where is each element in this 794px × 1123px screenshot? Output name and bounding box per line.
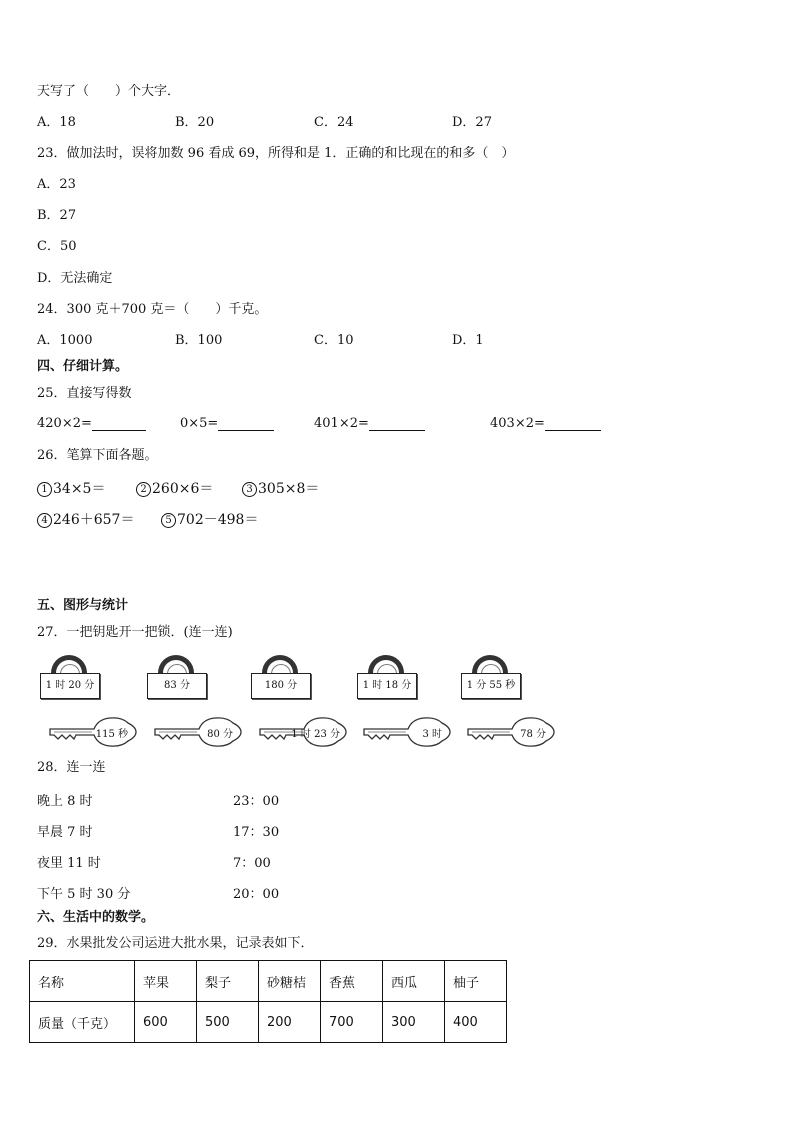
q22-option-b[interactable]: B．20 [175, 115, 215, 130]
q23-option-b[interactable]: B．27 [37, 208, 77, 223]
table-cell: 梨子 [197, 961, 259, 1002]
circled-number-2: 2 [136, 482, 151, 497]
circled-number-3: 3 [242, 482, 257, 497]
q26-item-3-expr: 305×8＝ [258, 481, 320, 497]
q24-option-a[interactable]: A．1000 [37, 333, 93, 348]
key-3[interactable] [256, 713, 348, 751]
key-label-4: 3 时 [422, 729, 442, 740]
table-header-row [30, 961, 507, 1002]
q26-item-4 [37, 509, 134, 529]
q22-option-a[interactable]: A．18 [37, 115, 76, 130]
table-cell: 柚子 [445, 961, 507, 1002]
q22-option-d[interactable]: D．27 [452, 115, 492, 130]
q26-item-1 [37, 478, 105, 498]
q28-left-4[interactable]: 下午 5 时 30 分 [37, 887, 131, 902]
table-cell: 西瓜 [383, 961, 445, 1002]
q28-left-1[interactable]: 晚上 8 时 [37, 794, 93, 809]
q24-option-d[interactable]: D．1 [452, 333, 484, 348]
section-4-title: 四、仔细计算。 [37, 359, 129, 374]
q24-option-c[interactable]: C．10 [314, 333, 354, 348]
q28-right-4[interactable]: 20：00 [233, 887, 280, 902]
table-cell: 700 [321, 1002, 383, 1043]
table-cell: 200 [259, 1002, 321, 1043]
circled-number-4: 4 [37, 513, 52, 528]
q25-item-4-expr: 403×2= [490, 416, 545, 431]
q23-option-d[interactable]: D．无法确定 [37, 271, 113, 286]
key-label-3: 1 时 23 分 [291, 729, 340, 740]
lock-label-5: 1 分 55 秒 [461, 673, 521, 699]
key-label-5: 78 分 [520, 729, 546, 740]
key-2[interactable] [151, 713, 243, 751]
q26-item-1-expr: 34×5＝ [53, 481, 106, 497]
key-label-1: 115 秒 [95, 729, 128, 740]
key-4[interactable] [360, 713, 452, 751]
table-cell: 300 [383, 1002, 445, 1043]
circled-number-1: 1 [37, 482, 52, 497]
q25-stem: 25．直接写得数 [37, 386, 132, 401]
section-5-title: 五、图形与统计 [37, 598, 129, 613]
q22-continuation: 天写了（ ）个大字． [37, 84, 181, 99]
q25-item-3-expr: 401×2= [314, 416, 369, 431]
q25-item-4 [490, 416, 601, 431]
q25-answer-blank-3[interactable] [369, 416, 425, 431]
section-6-title: 六、生活中的数学。 [37, 910, 155, 925]
q26-item-2-expr: 260×6＝ [152, 481, 214, 497]
q29-stem: 29．水果批发公司运进大批水果，记录表如下． [37, 936, 314, 951]
lock-label-1: 1 时 20 分 [40, 673, 100, 699]
q25-item-3 [314, 416, 425, 431]
q22-option-c[interactable]: C．24 [314, 115, 354, 130]
lock-label-2: 83 分 [147, 673, 207, 699]
q26-item-5 [161, 509, 258, 529]
q24-stem: 24．300 克＋700 克＝（ ）千克。 [37, 302, 268, 317]
q26-item-3 [242, 478, 319, 498]
lock-1[interactable] [40, 655, 102, 703]
lock-5[interactable] [461, 655, 523, 703]
q25-item-2-expr: 0×5= [180, 416, 219, 431]
q25-answer-blank-1[interactable] [92, 416, 146, 431]
q28-right-2[interactable]: 17：30 [233, 825, 280, 840]
q24-option-b[interactable]: B．100 [175, 333, 223, 348]
q25-item-1-expr: 420×2= [37, 416, 92, 431]
q23-option-c[interactable]: C．50 [37, 239, 77, 254]
key-5[interactable] [464, 713, 556, 751]
table-cell: 600 [135, 1002, 197, 1043]
q26-item-4-expr: 246＋657＝ [53, 512, 135, 528]
key-1[interactable] [46, 713, 138, 751]
q27-stem: 27．一把钥匙开一把锁．(连一连) [37, 625, 233, 640]
table-cell: 香蕉 [321, 961, 383, 1002]
q28-left-2[interactable]: 早晨 7 时 [37, 825, 93, 840]
q25-item-1 [37, 416, 146, 431]
circled-number-5: 5 [161, 513, 176, 528]
table-cell: 500 [197, 1002, 259, 1043]
q23-stem: 23．做加法时，误将加数 96 看成 69，所得和是 1．正确的和比现在的和多（ ） [37, 146, 515, 161]
table-cell: 苹果 [135, 961, 197, 1002]
lock-2[interactable] [147, 655, 209, 703]
q25-item-2 [180, 416, 274, 431]
q26-stem: 26．笔算下面各题。 [37, 448, 158, 463]
table-cell: 质量（千克） [30, 1002, 135, 1043]
lock-4[interactable] [357, 655, 419, 703]
q28-stem: 28．连一连 [37, 760, 106, 775]
q25-answer-blank-4[interactable] [545, 416, 601, 431]
table-row [30, 1002, 507, 1043]
q26-item-5-expr: 702－498＝ [177, 512, 259, 528]
lock-label-3: 180 分 [251, 673, 311, 699]
table-cell: 400 [445, 1002, 507, 1043]
key-label-2: 80 分 [207, 729, 233, 740]
fruit-record-table [29, 960, 507, 1043]
q23-option-a[interactable]: A．23 [37, 177, 76, 192]
lock-label-4: 1 时 18 分 [357, 673, 417, 699]
table-cell: 名称 [30, 961, 135, 1002]
lock-3[interactable] [251, 655, 313, 703]
q26-item-2 [136, 478, 213, 498]
q28-right-1[interactable]: 23：00 [233, 794, 280, 809]
q28-right-3[interactable]: 7：00 [233, 856, 271, 871]
q28-left-3[interactable]: 夜里 11 时 [37, 856, 101, 871]
q25-answer-blank-2[interactable] [218, 416, 274, 431]
table-cell: 砂糖桔 [259, 961, 321, 1002]
